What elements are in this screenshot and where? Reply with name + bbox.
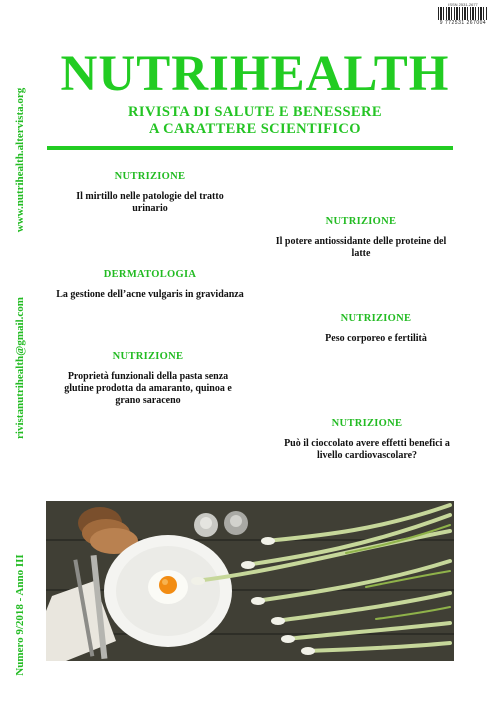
article-title-line: grano saraceno [115, 395, 181, 406]
subtitle-line-1: RIVISTA DI SALUTE E BENESSERE [128, 104, 382, 120]
cover-photo [46, 501, 454, 661]
article-proteine-latte[interactable] [258, 215, 464, 260]
article-category: NUTRIZIONE [325, 216, 397, 227]
barcode-bars [438, 7, 488, 20]
article-cioccolato[interactable] [262, 417, 472, 462]
article-pasta-senza-glutine[interactable] [48, 350, 248, 407]
article-title-line: urinario [132, 203, 168, 214]
header-divider [47, 146, 453, 150]
article-category: NUTRIZIONE [114, 171, 186, 182]
article-title [48, 371, 248, 407]
magazine-title: NUTRIHEALTH [60, 46, 450, 102]
barcode-number: 9 772531 267004 [439, 20, 487, 26]
article-mirtillo[interactable] [50, 170, 250, 215]
article-title-line: Il mirtillo nelle patologie del tratto [76, 191, 224, 202]
article-category: NUTRIZIONE [112, 351, 184, 362]
article-title-line: Il potere antiossidante delle proteine del [275, 236, 447, 247]
cover-photo-illustration [46, 501, 454, 661]
article-category: NUTRIZIONE [331, 418, 403, 429]
barcode [438, 2, 488, 26]
subtitle-line-2: A CARATTERE SCIENTIFICO [149, 121, 361, 137]
article-title [50, 191, 250, 215]
article-title [288, 333, 464, 345]
article-title-line: glutine prodotta da amaranto, quinoa e [64, 383, 232, 394]
sidebar-website[interactable]: www.nutrihealth.altervista.org [14, 87, 26, 233]
article-peso-fertilita[interactable] [288, 312, 464, 345]
article-title [258, 236, 464, 260]
barcode-issn: ISSN 2531-2677 [448, 2, 478, 7]
magazine-subtitle [40, 104, 470, 138]
article-title [40, 289, 260, 301]
article-title-line: Proprietà funzionali della pasta senza [67, 371, 229, 382]
article-title [262, 438, 472, 462]
sidebar-email[interactable]: rivistanutrihealth@gmail.com [14, 297, 26, 439]
article-category: DERMATOLOGIA [103, 269, 197, 280]
article-title-line: Peso corporeo e fertilità [325, 333, 427, 344]
sidebar-issue-number: Numero 9/2018 - Anno III [14, 554, 26, 676]
article-title-line: Può il cioccolato avere effetti benefici a [284, 438, 450, 449]
article-title-line: La gestione dell’acne vulgaris in gravidanza [56, 289, 244, 300]
article-title-line: latte [351, 248, 371, 259]
article-category: NUTRIZIONE [340, 313, 412, 324]
article-title-line: livello cardiovascolare? [316, 450, 418, 461]
article-acne-gravidanza[interactable] [40, 268, 260, 301]
